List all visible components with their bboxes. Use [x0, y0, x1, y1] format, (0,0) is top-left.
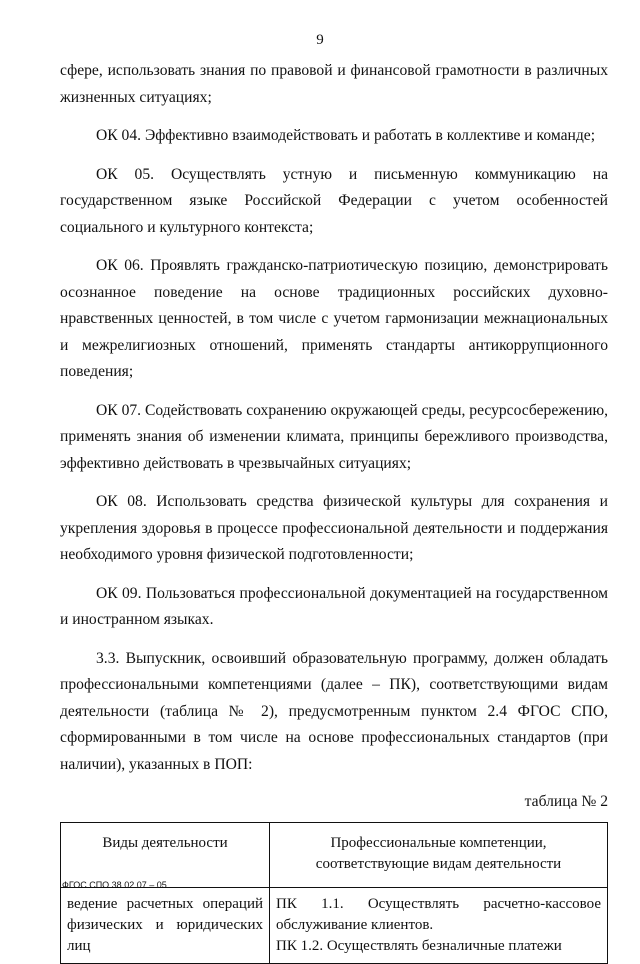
paragraph-continuation: сфере, использовать знания по правовой и финансовой грамотности в различных жизненных ситуациях;: [60, 62, 608, 106]
paragraph-ok09: ОК 09. Пользоваться профессиональной документацией на государственном и иностранном языках.: [60, 584, 608, 628]
table-caption: таблица № 2: [524, 793, 608, 810]
paragraph-ok05: ОК 05. Осуществлять устную и письменную коммуникацию на государственном языке Российской Федерации с учетом особенностей социального и культурного контекста;: [60, 165, 608, 236]
table-row: [61, 888, 608, 964]
table-header-row: [61, 823, 608, 888]
paragraph-ok07: ОК 07. Содействовать сохранению окружающей среды, ресурсосбережению, применять знания об изменении климата, принципы бережливого производства, эффективно действовать в чрезвычайных ситуациях;: [60, 401, 608, 472]
footer-code: ФГОС СПО 38.02.07 – 05: [62, 880, 167, 890]
competencies-table: [60, 822, 608, 964]
paragraph-3-3: 3.3. Выпускник, освоивший образовательную программу, должен обладать профессиональными компетенциями (далее – ПК), соответствующими видам деятельности (таблица № 2), предусмотренным пунктом 2.4 ФГОС СПО, сформированными в том числе на основе профессиональных стандартов (при наличии), указанных в ПОП:: [60, 649, 608, 773]
paragraph-ok06: ОК 06. Проявлять гражданско-патриотическую позицию, демонстрировать осознанное поведение на основе традиционных российских духовно-нравственных ценностей, в том числе с учетом гармонизации межнациональных и межрелигиозных отношений, применять стандарты антикоррупционного поведения;: [60, 257, 608, 380]
competency-pk-1-1: ПК 1.1. Осуществлять расчетно-кассовое обслуживание клиентов.: [276, 896, 601, 933]
document-body: [60, 58, 608, 964]
page-number: 9: [316, 32, 324, 48]
table-header-activity: Виды деятельности: [61, 823, 270, 888]
paragraph-ok04: ОК 04. Эффективно взаимодействовать и работать в коллективе и команде;: [96, 127, 596, 144]
table-cell-activity: [61, 888, 270, 964]
competency-pk-1-2: ПК 1.2. Осуществлять безналичные платежи: [276, 938, 562, 954]
table-cell-competencies: [270, 888, 608, 964]
table-header-competencies: Профессиональные компетенции, соответствующие видам деятельности: [270, 823, 608, 888]
activity-text: ведение расчетных операций физических и юридических лиц: [67, 896, 263, 954]
paragraph-ok08: ОК 08. Использовать средства физической культуры для сохранения и укрепления здоровья в процессе профессиональной деятельности и поддержания необходимого уровня физической подготовленности;: [60, 493, 608, 563]
